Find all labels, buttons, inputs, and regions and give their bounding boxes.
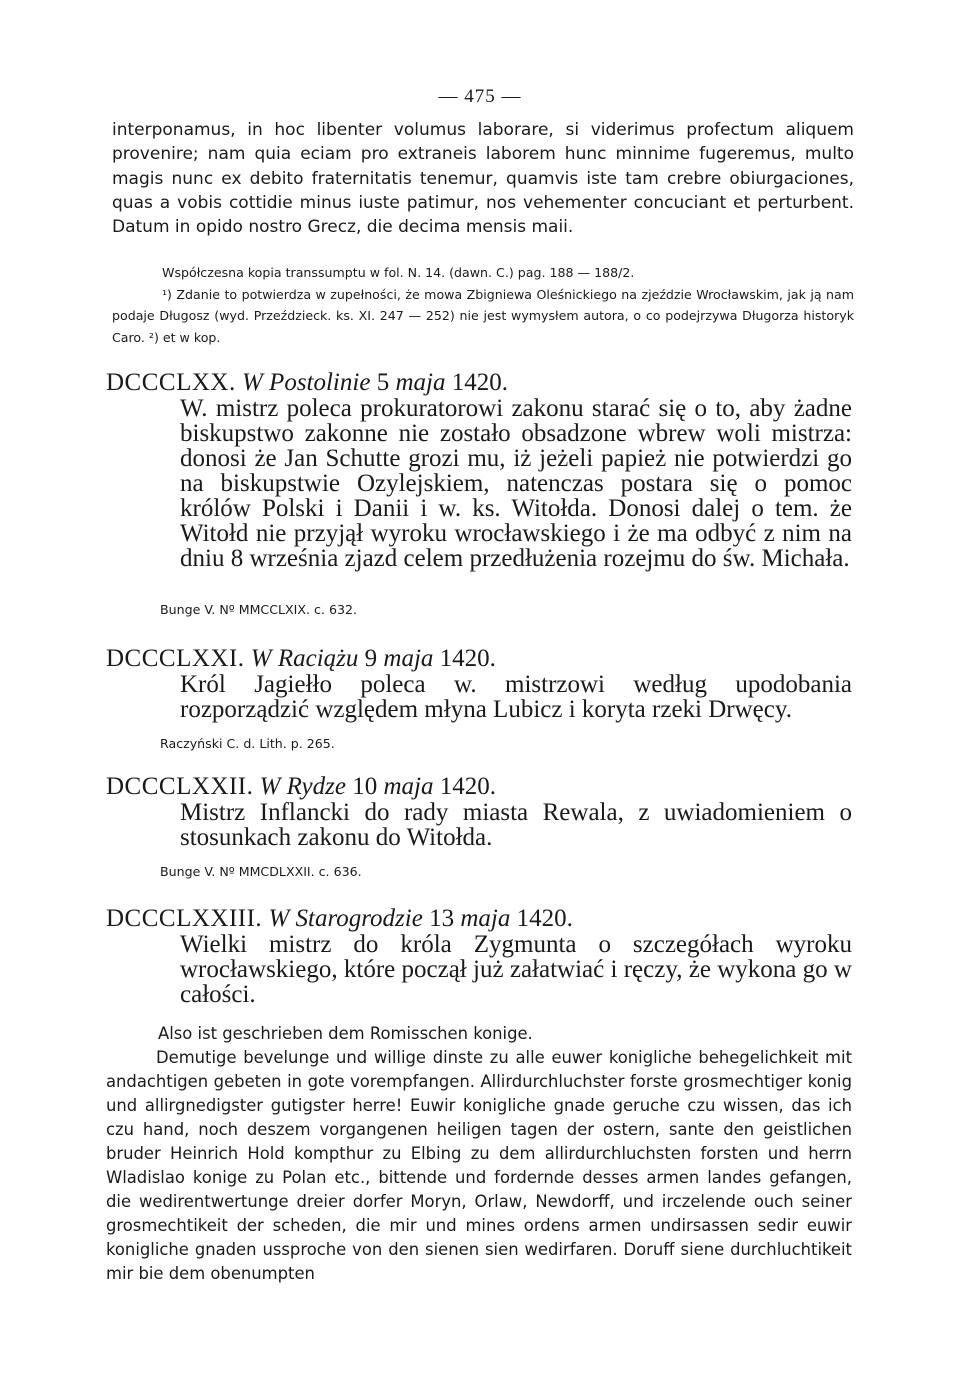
entry-heading [106,646,866,672]
entry-year: 1420. [516,905,573,932]
entry-place: W Rydze [259,773,346,800]
entry-number: DCCCLXXIII. [106,905,263,932]
page-number: — 475 — [438,86,522,107]
entry-number: DCCCLXXII. [106,773,254,800]
entry-month: maja [383,773,434,800]
entry-place: W Starogrodzie [268,905,423,932]
entry-source: Bunge V. Nº MMCCLXIX. c. 632. [160,602,357,617]
latin-paragraph: interponamus, in hoc libenter volumus laborare, si viderimus profectum aliquem provenire; nam quia eciam pro extraneis laborem hunc minnime fugeremus, multo magis nunc ex debito fraternitatis tenemur, quamvis iste tam crebre obiurgaciones, quas a vobis cottidie minus iuste patimur, nos vehementer concuciant et perturbent. Datum in opido nostro Grecz, die decima mensis maii. [112,120,854,238]
entry-place: W Raciążu [250,645,359,672]
entry-year: 1420. [451,369,508,396]
entry-day: 9 [364,645,378,672]
source-note: Współczesna kopia transsumptu w fol. N. 14. (dawn. C.) pag. 188 — 188/2. [162,265,635,280]
entry-summary: W. mistrz poleca prokuratorowi zakonu starać się o to, aby żadne biskupstwo zakonne nie zostało obsadzone wbrew woli mistrza: donosi że Jan Schutte grozi mu, iż jeżeli papież nie potwierdzi go na biskupstwie Ozylejskiem, natenczas postara się o pomoc królów Polski i Danii i w. ks. Witołda. Donosi dalej o tem. że Witołd nie przyjął wyroku wrocławskiego i że ma odbyć z nim na dniu 8 września zjazd celem przedłużenia rozejmu do św. Michała. [180,395,852,572]
footnote-1: ¹) Zdanie to potwierdza w zupełności, że mowa Zbigniewa Oleśnickiego na zjeździe Wrocławskim, jak ją nam podaje Długosz (wyd. Przeździeck. ks. XI. 247 — 252) nie jest wymysłem autora, o co podejrzywa Długorza historyk Caro. ²) et w kop. [112,286,854,345]
entry-source: Raczyński C. d. Lith. p. 265. [160,736,335,751]
entry-heading [106,370,866,396]
notes-block [112,262,854,348]
entry-day: 10 [352,773,378,800]
entry-summary: Mistrz Inflancki do rady miasta Rewala, z uwiadomieniem o stosunkach zakonu do Witołda. [180,799,852,851]
letter-address: Also ist geschrieben dem Romisschen konige. [158,1024,533,1043]
entry-summary: Król Jagiełło poleca w. mistrzowi według upodobania rozporządzić względem młyna Lubicz i koryta rzeki Drwęcy. [180,671,852,723]
entry-source: Bunge V. Nº MMCDLXXII. c. 636. [160,864,362,879]
entry-place: W Postolinie [241,369,371,396]
letter-body: Demutige bevelunge und willige dinste zu alle euwer konigliche behegelichkeit mit andachtigen gebeten in gote vorempfangen. Allirdurchluchster forste grosmechtiger konig und allirgnedigster gutigster herre! Euwir konigliche gnade geruche czu wissen, das ich czu hand, noch deszem vorgangenen heiligen tagen der ostern, sante den geistlichen bruder Heinrich Hold kompthur zu Elbing zu dem allirdurchluchsten forsten und herrn Wladislao konige zu Polan etc., bittende und fordernde desses armen landes gefangen, die wedirentwertunge dreier dorfer Moryn, Orlaw, Newdorff, und irczelende ouch seiner grosmechtikeit der scheden, die mir und mines ordens armen undirsassen sedir euwir konigliche gnaden ussproche von den sienen sien wedirfaren. Doruff siene durchluchtikeit mir bie dem obenumpten [106,1048,852,1283]
entry-year: 1420. [439,645,496,672]
entry-number: DCCCLXX. [106,369,236,396]
german-letter [106,1022,852,1286]
entry-heading [106,774,866,800]
entry-number: DCCCLXXI. [106,645,245,672]
entry-day: 5 [376,369,390,396]
latin-letter-ending [112,118,854,239]
entry-summary: Wielki mistrz do króla Zygmunta o szczegółach wyroku wrocławskiego, które począł już załatwiać i ręczy, że wykona go w całości. [180,931,852,1008]
entry-month: maja [395,369,446,396]
entry-heading [106,906,866,932]
entry-month: maja [460,905,511,932]
entry-month: maja [383,645,434,672]
entry-year: 1420. [439,773,496,800]
entry-day: 13 [429,905,455,932]
